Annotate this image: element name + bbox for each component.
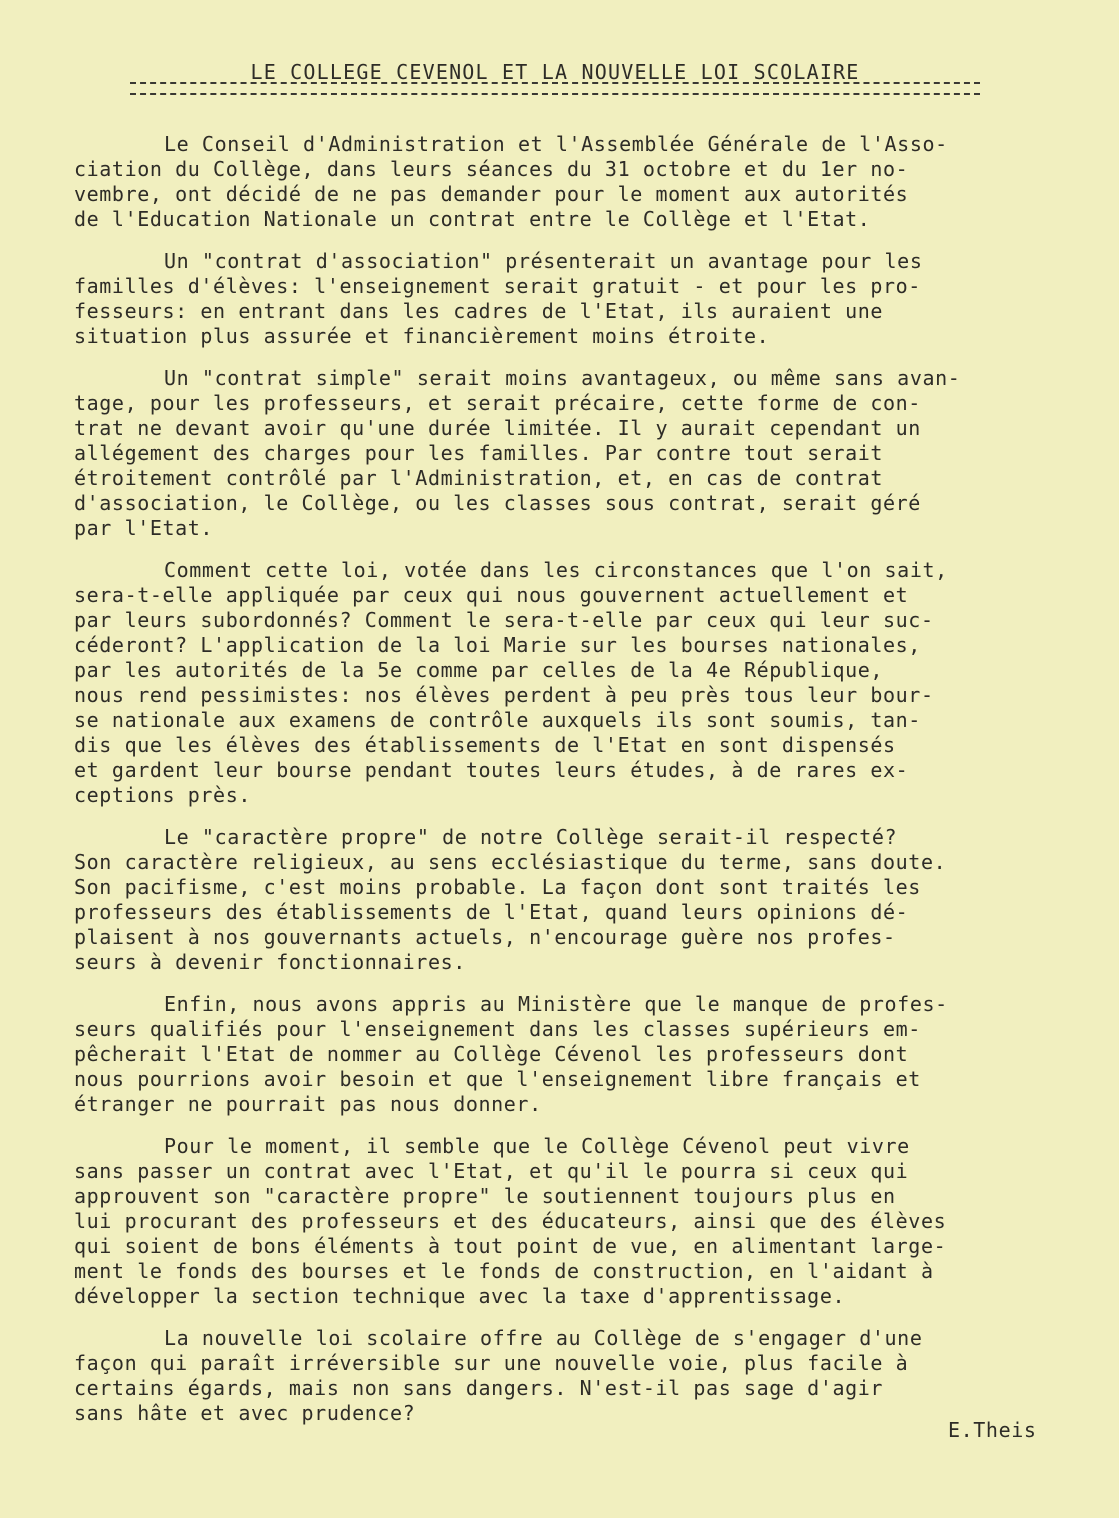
document-title: LE COLLEGE CEVENOL ET LA NOUVELLE LOI SCOLAIRE (250, 60, 860, 84)
title-underline (130, 82, 980, 95)
text-line: Le "caractère propre" de notre Collège serait-il respecté? (164, 825, 898, 849)
text-line: professeurs des établissements de l'Etat, quand leurs opinions dé- (74, 900, 909, 924)
paragraph (74, 366, 1089, 541)
text-line: et gardent leur bourse pendant toutes leurs études, à de rares ex- (74, 758, 909, 782)
text-line: approuvent son "caractère propre" le soutiennent toujours plus en (74, 1184, 896, 1208)
document-body (74, 132, 1089, 1443)
text-line: nous rend pessimistes: nos élèves perdent à peu près tous leur bour- (74, 683, 934, 707)
text-line: seurs à devenir fonctionnaires. (74, 950, 466, 974)
paragraph (74, 992, 1089, 1117)
text-line: dis que les élèves des établissements de l'Etat en sont dispensés (74, 733, 896, 757)
text-line: étroitement contrôlé par l'Administration, et, en cas de contrat (74, 466, 884, 490)
text-line: ment le fonds des bourses et le fonds de construction, en l'aidant à (74, 1259, 934, 1283)
text-line: fesseurs: en entrant dans les cadres de l'Etat, ils auraient une (74, 299, 884, 323)
text-line: Comment cette loi, votée dans les circonstances que l'on sait, (164, 558, 948, 582)
text-line: sans passer un contrat avec l'Etat, et qu'il le pourra si ceux qui (74, 1159, 909, 1183)
paragraph (74, 132, 1089, 232)
text-line: allégement des charges pour les familles. Par contre tout serait (74, 441, 884, 465)
text-line: trat ne devant avoir qu'une durée limitée. Il y aurait cependant un (74, 416, 921, 440)
text-line: Le Conseil d'Administration et l'Assemblée Générale de l'Asso- (164, 132, 948, 156)
text-line: tage, pour les professeurs, et serait précaire, cette forme de con- (74, 391, 921, 415)
text-line: situation plus assurée et financièrement moins étroite. (74, 324, 770, 348)
text-line: de l'Education Nationale un contrat entre le Collège et l'Etat. (74, 207, 871, 231)
text-line: d'association, le Collège, ou les classes sous contrat, serait géré (74, 491, 921, 515)
text-line: lui procurant des professeurs et des éducateurs, ainsi que des élèves (74, 1209, 947, 1233)
text-line: par l'Etat. (74, 516, 214, 540)
text-line: plaisent à nos gouvernants actuels, n'encourage guère nos profes- (74, 925, 896, 949)
paragraph (74, 558, 1089, 808)
text-line: développer la section technique avec la taxe d'apprentissage. (74, 1284, 846, 1308)
paragraph (74, 1134, 1089, 1309)
text-line: Son pacifisme, c'est moins probable. La façon dont sont traités les (74, 875, 921, 899)
text-line: sera-t-elle appliquée par ceux qui nous gouvernent actuellement et (74, 583, 909, 607)
text-line: familles d'élèves: l'enseignement serait gratuit - et pour les pro- (74, 274, 921, 298)
text-line: nous pourrions avoir besoin et que l'enseignement libre français et (74, 1067, 921, 1091)
text-line: sans hâte et avec prudence? (74, 1401, 416, 1425)
text-line: par leurs subordonnés? Comment le sera-t-elle par ceux qui leur suc- (74, 608, 934, 632)
text-line: ciation du Collège, dans leurs séances du 31 octobre et du 1er no- (74, 157, 909, 181)
paragraph (74, 825, 1089, 975)
text-line: par les autorités de la 5e comme par celles de la 4e République, (74, 658, 884, 682)
text-line: La nouvelle loi scolaire offre au Collège de s'engager d'une (164, 1326, 923, 1350)
text-line: ceptions près. (74, 783, 251, 807)
text-line: pêcherait l'Etat de nommer au Collège Cévenol les professeurs dont (74, 1042, 909, 1066)
text-line: seurs qualifiés pour l'enseignement dans les classes supérieurs em- (74, 1017, 921, 1041)
text-line: certains égards, mais non sans dangers. N'est-il pas sage d'agir (74, 1376, 884, 1400)
text-line: qui soient de bons éléments à tout point de vue, en alimentant large- (74, 1234, 947, 1258)
text-line: Pour le moment, il semble que le Collège Cévenol peut vivre (164, 1134, 910, 1158)
text-line: façon qui paraît irréversible sur une nouvelle voie, plus facile à (74, 1351, 909, 1375)
text-line: Un "contrat d'association" présenterait un avantage pour les (164, 249, 923, 273)
text-line: Enfin, nous avons appris au Ministère que le manque de profes- (164, 992, 948, 1016)
text-line: se nationale aux examens de contrôle auxquels ils sont soumis, tan- (74, 708, 921, 732)
text-line: Un "contrat simple" serait moins avantageux, ou même sans avan- (164, 366, 961, 390)
text-line: vembre, ont décidé de ne pas demander pour le moment aux autorités (74, 182, 909, 206)
signature: E.Theis (948, 1418, 1037, 1442)
text-line: Son caractère religieux, au sens ecclésiastique du terme, sans doute. (74, 850, 947, 874)
paragraph (74, 249, 1089, 349)
paragraph (74, 1326, 1089, 1426)
text-line: étranger ne pourrait pas nous donner. (74, 1092, 542, 1116)
text-line: céderont? L'application de la loi Marie sur les bourses nationales, (74, 633, 921, 657)
